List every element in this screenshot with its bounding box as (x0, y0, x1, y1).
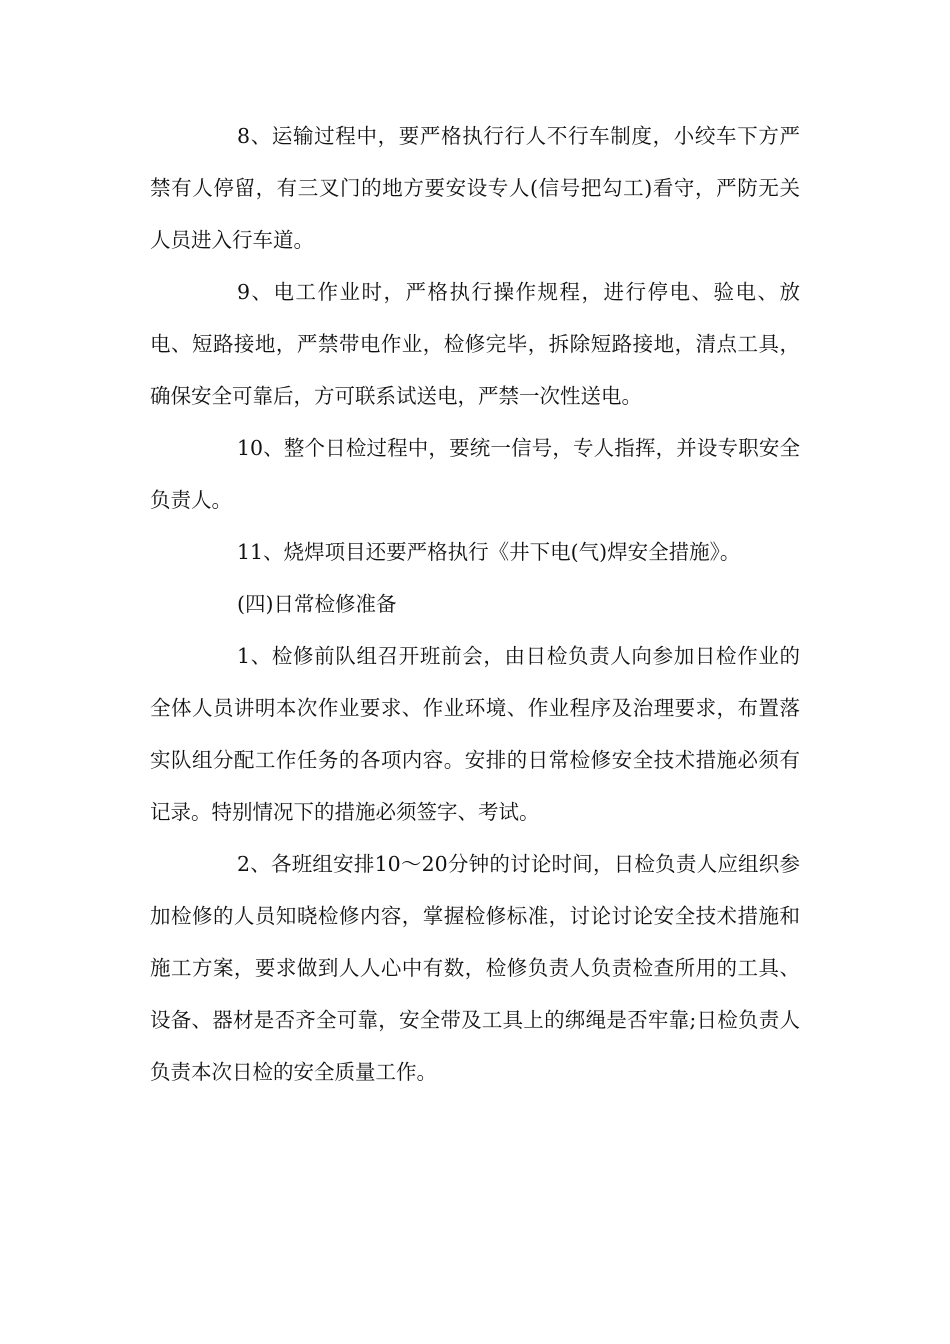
paragraph-pre-shift-meeting: 1、检修前队组召开班前会，由日检负责人向参加日检作业的全体人员讲明本次作业要求、作业环境、作业程序及治理要求，布置落实队组分配工作任务的各项内容。安排的日常检修安全技术措施必须有记录。特别情况下的措施必须签字、考试。 (150, 644, 800, 824)
section-heading-daily-maintenance: (四)日常检修准备 (237, 592, 397, 616)
paragraph-discussion-time: 2、各班组安排10～20分钟的讨论时间，日检负责人应组织参加检修的人员知晓检修内容，掌握检修标准，讨论讨论安全技术措施和施工方案，要求做到人人心中有数，检修负责人负责检查所用的工具、设备、器材是否齐全可靠，安全带及工具上的绑绳是否牢靠;日检负责人负责本次日检的安全质量工作。 (150, 852, 800, 1084)
document-page (150, 110, 800, 1098)
paragraph-unified-signal: 10、整个日检过程中，要统一信号，专人指挥，并设专职安全负责人。 (150, 436, 800, 512)
paragraph-electrical-work: 9、电工作业时，严格执行操作规程，进行停电、验电、放电、短路接地，严禁带电作业，检修完毕，拆除短路接地，清点工具，确保安全可靠后，方可联系试送电，严禁一次性送电。 (150, 280, 800, 408)
paragraph-transport-safety: 8、运输过程中，要严格执行行人不行车制度，小绞车下方严禁有人停留，有三叉门的地方要安设专人(信号把勾工)看守，严防无关人员进入行车道。 (150, 124, 800, 252)
paragraph-welding: 11、烧焊项目还要严格执行《井下电(气)焊安全措施》。 (237, 540, 741, 564)
